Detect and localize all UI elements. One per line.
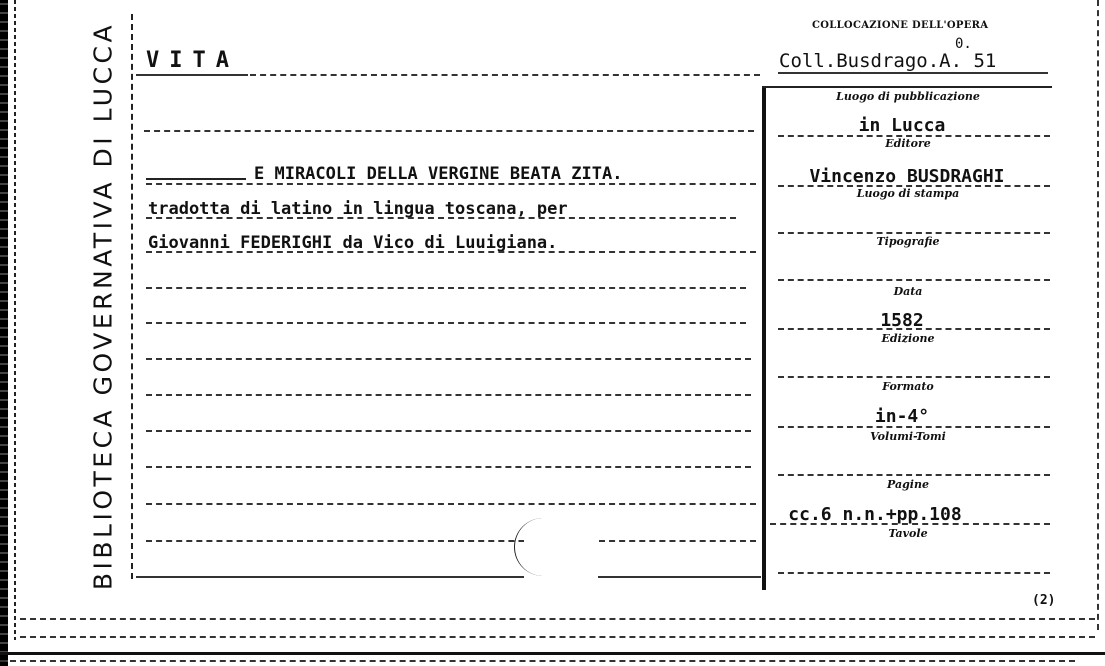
shelfmark: Coll.Busdrago.A. 51 [779,50,997,72]
bottom-rule [20,618,1095,620]
library-stamp: BIBLIOTECA GOVERNATIVA DI LUCCA [88,21,118,591]
luogo-pubblicazione-value: in Lucca [858,115,946,136]
field-rule [778,185,1050,187]
formato-label: Formato [882,380,934,393]
field-rule [770,523,1050,525]
field-rule [778,135,1050,137]
rule [146,322,746,324]
bottom-rule-2 [20,636,1095,638]
field-rule [778,474,1050,476]
title-rule [250,74,760,76]
body-line-2: tradotta di latino in lingua toscana, per [148,199,568,219]
field-rule [778,279,1050,281]
field-rule [778,232,1050,234]
body-line-1 [146,164,622,184]
editore-value: Vincenzo BUSDRAGHI [809,166,1005,187]
rule [146,217,736,219]
luogo-stampa-label: Luogo di stampa [856,187,960,200]
binding-edge-stitch [14,0,16,640]
data-value: 1582 [880,310,924,331]
field-rule [778,376,1050,378]
rule [146,394,751,396]
rule [146,430,751,432]
body-text-1: E MIRACOLI DELLA VERGINE BEATA ZITA. [254,164,623,184]
field-rule [778,328,1050,330]
pagine-label: Pagine [887,478,929,491]
card-title: VITA [146,48,239,73]
luogo-pubblicazione-label: Luogo di pubblicazione [836,90,980,103]
rule [146,183,756,185]
collocazione-label: COLLOCAZIONE DELL'OPERA [812,20,989,31]
field-rule [778,572,1050,574]
torn-mark [514,518,545,576]
bottom-rule-3 [0,660,1075,662]
shelfmark-correction: 0. [955,36,972,52]
margin-line [131,14,133,579]
tavole-label: Tavole [888,527,928,540]
rule [146,358,751,360]
dash-placeholder [146,168,246,180]
panel-top-rule [762,86,1052,88]
tipografie-label: Tipografie [876,235,940,248]
rule [144,130,754,132]
edizione-label: Edizione [881,332,935,345]
pagine-value: cc.6 n.n.+pp.108 [788,504,962,525]
corner-mark: (2) [1032,593,1056,608]
body-line-3: Giovanni FEDERIGHI da Vico di Luuigiana. [148,233,558,253]
rule [146,503,756,505]
shelfmark-underline [778,72,1048,74]
right-border [1097,0,1099,630]
rule [136,576,761,578]
field-rule [778,426,1050,428]
rule [146,251,756,253]
data-label: Data [893,285,923,298]
formato-value: in-4° [874,406,930,427]
rule [146,287,746,289]
editore-label: Editore [885,137,931,150]
binding-edge [0,0,8,666]
volumi-tomi-label: Volumi-Tomi [870,430,946,443]
bottom-band [0,652,1105,655]
rule [146,466,751,468]
title-underline [136,74,248,76]
rule [146,540,756,542]
